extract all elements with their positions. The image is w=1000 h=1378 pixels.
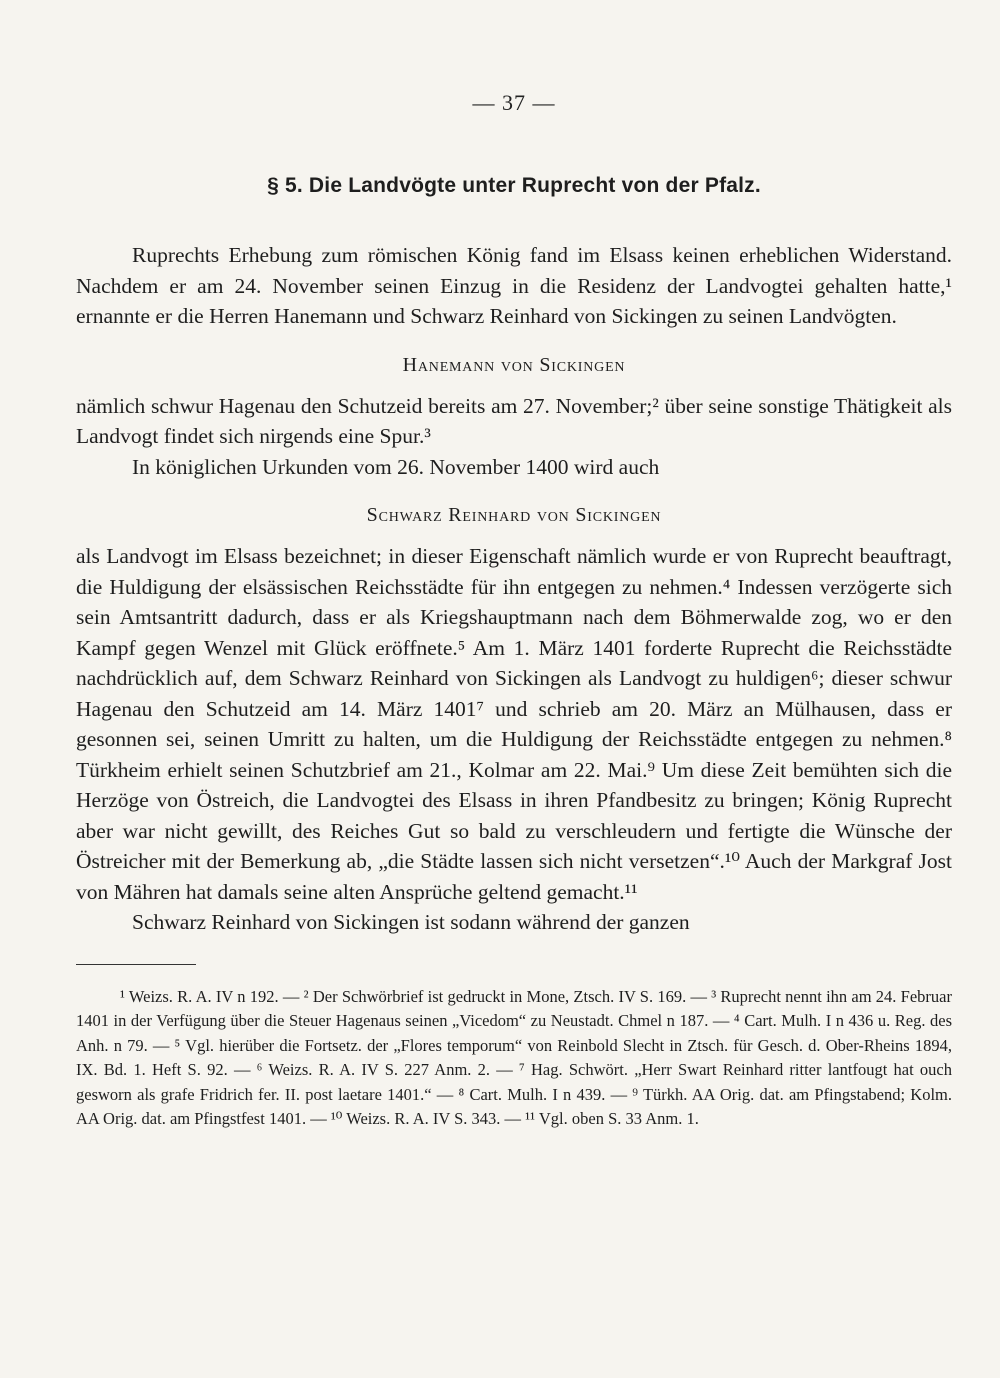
footnotes	[76, 985, 952, 1132]
paragraph-schwarz-reinhard: als Landvogt im Elsass bezeichnet; in dieser Eigenschaft nämlich wurde er von Ruprecht beauftragt, die Huldigung der elsässischen Reichsstädte für ihn entgegen zu nehmen.⁴ Indessen verzögerte sich sein Amtsantritt dadurch, dass er als Kriegshauptmann nach dem Böhmerwalde zog, wo er den Kampf gegen Wenzel mit Glück eröffnete.⁵ Am 1. März 1401 forderte Ruprecht die Reichsstädte nachdrücklich auf, dem Schwarz Reinhard von Sickingen als Landvogt zu huldigen⁶; dieser schwur Hagenau den Schutzeid am 14. März 1401⁷ und schrieb am 20. März an Mülhausen, dass er gesonnen sei, seinen Umritt zu halten, um die Huldigung der Reichsstädte entgegen zu nehmen.⁸ Türkheim erhielt seinen Schutzbrief am 21., Kolmar am 22. Mai.⁹ Um diese Zeit bemühten sich die Herzöge von Östreich, die Landvogtei des Elsass in ihren Pfandbesitz zu bringen; König Ruprecht aber war nicht gewillt, des Reiches Gut so bald zu verschleudern und fertigte die Wünsche der Östreicher mit der Bemerkung ab, „die Städte lassen sich nicht versetzen“.¹⁰ Auch der Markgraf Jost von Mähren hat damals seine alten Ansprüche geltend gemacht.¹¹	[76, 544, 952, 904]
footnote-divider	[76, 964, 196, 965]
heading-hanemann: Hanemann von Sickingen	[402, 353, 626, 376]
paragraph-urkunden: In königlichen Urkunden vom 26. November 1400 wird auch	[132, 454, 660, 479]
heading-schwarz-reinhard: Schwarz Reinhard von Sickingen	[366, 504, 662, 526]
paragraph-continuation: Schwarz Reinhard von Sickingen ist sodann während der ganzen	[132, 910, 690, 934]
page-number: — 37 —	[472, 90, 556, 115]
footnote-text: ¹ Weizs. R. A. IV n 192. — ² Der Schwörbrief ist gedruckt in Mone, Ztsch. IV S. 169. — ³ Ruprecht nennt ihn am 24. Februar 1401 in der Verfügung über die Steuer Hagenaus seinen „Vicedom“ zu Neustadt. Chmel n 187. — ⁴ Cart. Mulh. I n 436 u. Reg. des Anh. n 79. — ⁵ Vgl. hierüber die Fortsetz. der „Flores temporum“ von Reinbold Slecht in Ztsch. für Gesch. d. Ober-Rheins 1894, IX. Bd. 1. Heft S. 92. — ⁶ Weizs. R. A. IV S. 227 Anm. 2. — ⁷ Hag. Schwört. „Herr Swart Reinhard ritter lantfougt hat ouch gesworn als grafe Fridrich fer. II. post laetare 1401.“ — ⁸ Cart. Mulh. I n 439. — ⁹ Türkh. AA Orig. dat. am Pfingstabend; Kolm. AA Orig. dat. am Pfingstfest 1401. — ¹⁰ Weizs. R. A. IV S. 343. — ¹¹ Vgl. oben S. 33 Anm. 1.	[76, 986, 952, 1128]
body-text	[76, 240, 952, 938]
section-title: § 5. Die Landvögte unter Ruprecht von der Pfalz.	[267, 174, 761, 197]
book-page	[76, 90, 952, 1132]
intro-paragraph: Ruprechts Erhebung zum römischen König fand im Elsass keinen erheblichen Widerstand. Nachdem er am 24. November seinen Einzug in die Residenz der Landvogtei gehalten hatte,¹ ernannte er die Herren Hanemann und Schwarz Reinhard von Sickingen zu seinen Landvögten.	[76, 243, 952, 328]
paragraph-hanemann: nämlich schwur Hagenau den Schutzeid bereits am 27. November;² über seine sonstige Thätigkeit als Landvogt findet sich nirgends eine Spur.³	[76, 393, 952, 448]
